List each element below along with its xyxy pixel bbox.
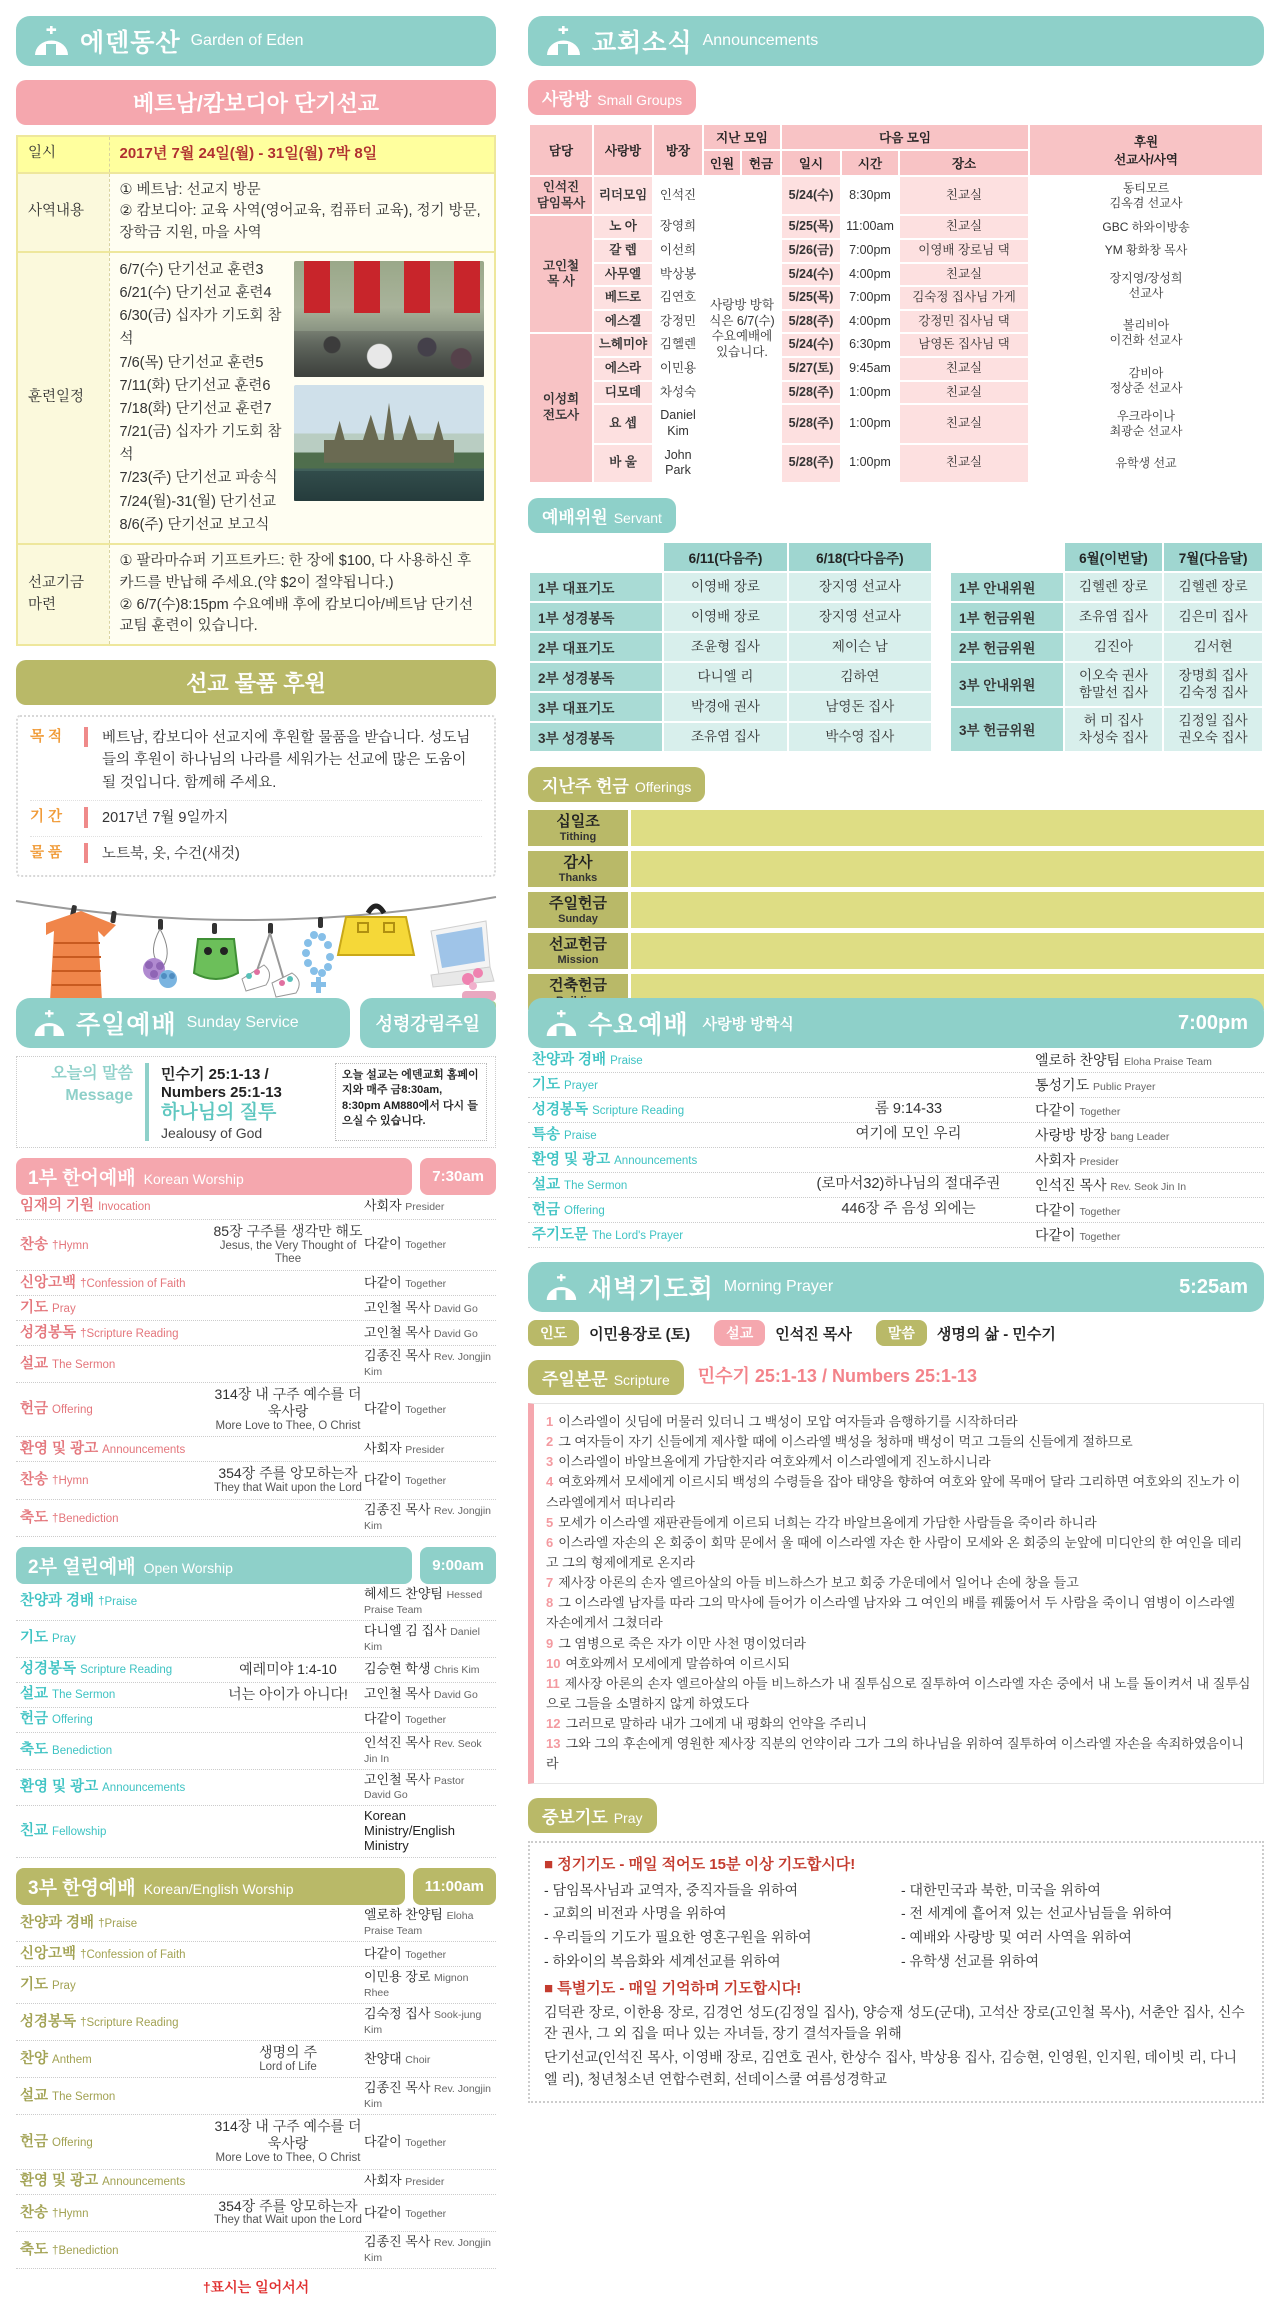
offering-row: 주일헌금 Sunday bbox=[528, 892, 1264, 928]
garden-header bbox=[16, 16, 496, 66]
special-prayer-lines: 김덕관 장로, 이한용 장로, 김경언 성도(김정일 집사), 양승재 성도(군대), 고석산 장로(고인철 목사), 서춘안 집사, 신수잔 권사, 그 외 집을 떠나 있는 자녀들, 장기 결석자들을 위해 단기선교(인석진 목사, 이영배 장로, 김연호 권사, 한상수 집사, 박상용 집사, 김승현, 인영원, 인지원, 데이빗 리, 다니엘 리), 청년청소년 연합수련회, 선데이스쿨 여름성경학교 bbox=[544, 2003, 1245, 2087]
worship-row: 헌금 Offering 314장 내 구주 예수를 더욱사랑 More Love to Thee, O Christ 다같이 Together bbox=[16, 1383, 496, 1437]
wednesday-rows bbox=[528, 1048, 1264, 1248]
sunday-subtitle: Sunday Service bbox=[186, 1014, 299, 1031]
special-prayer-title: ■ 특별기도 - 매일 기억하며 기도합시다! bbox=[544, 1979, 802, 1997]
message-passage: 민수기 25:1-13 / Numbers 25:1-13 bbox=[161, 1066, 282, 1101]
small-group-row: 에스라 이민용 5/27(토) 9:45am 친교실 감비아 정상준 선교사 bbox=[530, 358, 1262, 380]
small-groups-chip: 사랑방 Small Groups bbox=[528, 80, 696, 115]
sunday-header bbox=[16, 998, 350, 1048]
church-icon bbox=[544, 1274, 578, 1301]
sunday-service-section bbox=[16, 998, 496, 2296]
worship-row: 축도 Benediction 인석진 목사 Rev. Seok Jin In bbox=[16, 1733, 496, 1770]
worship-row: 임재의 기원 Invocation 사회자 Presider bbox=[16, 1195, 496, 1220]
worship-row: 축도 †Benediction 김종진 목사 Rev. Jongjin Kim bbox=[16, 2232, 496, 2269]
servant-row: 2부 헌금위원 김진아 김서현 bbox=[951, 633, 1262, 661]
worship-row: 찬송 †Hymn 354장 주를 앙모하는자 They that Wait upon the Lord 다같이 Together bbox=[16, 1462, 496, 1500]
church-icon bbox=[32, 26, 70, 56]
message-title-en: Jealousy of God bbox=[161, 1124, 263, 1141]
garden-subtitle: Garden of Eden bbox=[190, 32, 304, 49]
small-group-row: 사무엘 박상봉 5/24(수) 4:00pm 친교실 장지영/장성희 선교사 bbox=[530, 264, 1262, 286]
dawn-header bbox=[528, 1262, 1264, 1312]
small-groups-body bbox=[530, 177, 1262, 482]
goods-row: 목 적 베트남, 캄보디아 선교지에 후원할 물품을 받습니다. 성도님들의 후원이 하나님의 나라를 세워가는 선교에 많은 도움이 될 것입니다. 함께해 주세요. bbox=[30, 729, 471, 791]
offering-row: 십일조 Tithing bbox=[528, 810, 1264, 846]
dawn-sermon-chip: 설교 bbox=[714, 1320, 765, 1346]
dawn-subtitle: Morning Prayer bbox=[723, 1278, 834, 1295]
offering-amount-cell bbox=[631, 851, 1264, 887]
small-group-row: 갈 렙 이선희 5/26(금) 7:00pm 이영배 장로님 댁 YM 황화창 목사 bbox=[530, 240, 1262, 262]
announcements-section bbox=[528, 16, 1264, 998]
regular-prayer-left: - 담임목사님과 교역자, 중직자들을 위하여 - 교회의 비전과 사명을 위하여 - 우리들의 기도가 필요한 영혼구원을 위하여 - 하와이의 복음화와 세계선교를 위하여 bbox=[544, 1881, 812, 1969]
scripture-heading bbox=[528, 1346, 1264, 1403]
worship-row: 신앙고백 †Confession of Faith 다같이 Together bbox=[16, 1942, 496, 1967]
mission-table-body bbox=[17, 136, 495, 645]
small-groups-table bbox=[528, 123, 1264, 484]
worship-row: 성경봉독 †Scripture Reading 김숙정 집사 Sook-jung Kim bbox=[16, 2004, 496, 2041]
worship-row: 성경봉독 Scripture Reading 예레미야 1:4-10 김승현 학생 Chris Kim bbox=[16, 1658, 496, 1683]
small-group-row: 베드로 김연호 5/25(목) 7:00pm 김숙정 집사님 가게 bbox=[530, 287, 1262, 309]
wednesday-subtitle: 사랑방 방학식 bbox=[702, 1015, 794, 1033]
dawn-sermon: 인석진 목사 bbox=[775, 1325, 852, 1343]
dawn-lead-chip: 인도 bbox=[528, 1320, 579, 1346]
small-groups-note: 사랑방 방학식은 6/7(수) 수요예배에 있습니다. bbox=[704, 177, 780, 482]
worship-row: 특송 Praise 여기에 모인 우리 사랑방 방장 bang Leader bbox=[528, 1123, 1264, 1148]
wednesday-title: 수요예배 bbox=[588, 1011, 689, 1039]
worship-part: 2부 열린예배 Open Worship 9:00am 찬양과 경배 †Praise 헤세드 찬양팀 Hessed Praise Team 기도 Pray 다니엘 김 집사 Daniel Kim 성경봉독 Scripture Reading 예레미야 1:4-10 김승현 학생 Chris Kim 설교 The Sermon 너는 아이가 아니다! 고인철 목사 David Go 헌금 Offering 다같이 Together 축도 Benediction 인석진 목사 Rev. Seok Jin In 환영 및 광고 Announcements 고인철 목사 Pastor David Go 친교 Fellowship Korean Ministry/English Ministry bbox=[16, 1547, 496, 1858]
pray-box bbox=[528, 1841, 1264, 2103]
worship-row: 주기도문 The Lord's Prayer 다같이 Together bbox=[528, 1223, 1264, 1248]
worship-row: 환영 및 광고 Announcements 사회자 Presider bbox=[528, 1148, 1264, 1173]
small-group-row: 이성희 전도사 느헤미야 김헬렌 5/24(수) 6:30pm 남영돈 집사님 댁 bbox=[530, 334, 1262, 356]
church-icon bbox=[544, 1010, 578, 1037]
servant-row: 3부 대표기도 박경애 권사 남영돈 집사 bbox=[530, 693, 931, 721]
church-icon bbox=[32, 1010, 66, 1037]
worship-row: 성경봉독 Scripture Reading 롬 9:14-33 다같이 Together bbox=[528, 1098, 1264, 1123]
scripture-reference: 민수기 25:1-13 / Numbers 25:1-13 bbox=[697, 1365, 978, 1386]
dawn-title: 새벽기도회 bbox=[588, 1275, 714, 1303]
wednesday-time: 7:00pm bbox=[1177, 1011, 1248, 1034]
sunday-title: 주일예배 bbox=[76, 1011, 177, 1039]
worship-part: 1부 한어예배 Korean Worship 7:30am 임재의 기원 Invocation 사회자 Presider 찬송 †Hymn 85장 구주를 생각만 해도 Jesus, the Very Thought of Thee 다같이 Together 신앙고백 †Confession of Faith 다같이 Together 기도 Pray 고인철 목사 David Go 성경봉독 †Scripture Reading 고인철 목사 David Go 설교 The Sermon 김종진 목사 Rev. Jongjin Kim 헌금 Offering 314장 내 구주 예수를 더욱사랑 More Love to Thee, O Christ 다같이 Together 환영 및 광고 Announcements 사회자 Presider 찬송 †Hymn 354장 주를 앙모하는자 They that Wait upon the Lord 다같이 Together 축도 †Benediction 김종진 목사 Rev. Jongjin Kim bbox=[16, 1158, 496, 1537]
garden-title: 에덴동산 bbox=[80, 29, 181, 57]
worship-row: 환영 및 광고 Announcements 사회자 Presider bbox=[16, 2170, 496, 2195]
worship-row: 찬양 Anthem 생명의 주 Lord of Life 찬양대 Choir bbox=[16, 2041, 496, 2079]
scripture-verses: 1 이스라엘이 싯딤에 머물러 있더니 그 백성이 모압 여자들과 음행하기를 시작하더라 2 그 여자들이 자기 신들에게 제사할 때에 이스라엘 백성을 청하매 백성이 먹고 그들의 신들에게 절하므로 3 이스라엘이 바알브올에게 가담한지라 여호와께서 이스라엘에게 진노하시니라 4 여호와께서 모세에게 이르시되 백성의 수령들을 잡아 태양을 향하여 여호와 앞에 목매어 달라 그리하면 여호와의 진노가 이스라엘에게서 떠나리라 5 모세가 이스라엘 재판관들에게 이르되 너희는 각각 바알브올에게 가담한 사람들을 죽이라 하니라 6 이스라엘 자손의 온 회중이 회막 문에서 울 때에 이스라엘 자손 한 사람이 모세와 온 회중의 눈앞에 미디안의 한 여인을 데리고 그의 형제에게로 온지라 7 제사장 아론의 손자 엘르아살의 아들 비느하스가 보고 회중 가운데에서 일어나 손에 창을 들고 8 그 이스라엘 남자를 따라 그의 막사에 들어가 이스라엘 남자와 그 여인의 배를 꿰뚫어서 두 사람을 죽이니 염병이 이스라엘 자손에게서 그쳤더라 9 그 염병으로 죽은 자가 이만 사천 명이었더라 10 여호와께서 모세에게 말씀하여 이르시되 11 제사장 아론의 손자 엘르아살의 아들 비느하스가 내 질투심으로 질투하여 이스라엘 자손 중에서 내 노를 돌이켜서 내 질투심으로 그들을 소멸하지 않게 하였도다 12 그러므로 말하라 내가 그에게 내 평화의 언약을 주리니 13 그와 그의 후손에게 영원한 제사장 직분의 언약이라 그가 그의 하나님을 위하여 질투하여 이스라엘 자손을 속죄하였음이니라 bbox=[528, 1403, 1264, 1784]
offering-row: 선교헌금 Mission bbox=[528, 933, 1264, 969]
worship-row: 헌금 Offering 314장 내 구주 예수를 더욱사랑 More Love to Thee, O Christ 다같이 Together bbox=[16, 2115, 496, 2169]
message-main bbox=[145, 1063, 323, 1141]
stand-footnote: †표시는 일어서서 bbox=[202, 2279, 310, 2296]
regular-prayer-title: ■ 정기기도 - 매일 적어도 15분 이상 기도합시다! bbox=[544, 1855, 856, 1873]
dawn-time: 5:25am bbox=[1179, 1275, 1248, 1298]
photo-angkor-wat bbox=[294, 385, 484, 501]
servant-row: 1부 성경봉독 이영배 장로 장지영 선교사 bbox=[530, 603, 931, 631]
offering-row: 감사 Thanks bbox=[528, 851, 1264, 887]
dawn-lead: 이민용장로 (토) bbox=[589, 1325, 691, 1343]
offerings-chip: 지난주 헌금 Offerings bbox=[528, 767, 705, 802]
dawn-row bbox=[528, 1320, 1264, 1346]
rebroadcast-note: 오늘 설교는 에덴교회 홈페이지와 매주 금8:30am, 8:30pm AM880에서 다시 들으실 수 있습니다. bbox=[335, 1063, 487, 1141]
worship-part: 3부 한영예배 Korean/English Worship 11:00am 찬양과 경배 †Praise 엘로하 찬양팀 Eloha Praise Team 신앙고백 †Confession of Faith 다같이 Together 기도 Pray 이민용 장로 Mignon Rhee 성경봉독 †Scripture Reading 김숙정 집사 Sook-jung Kim 찬양 Anthem 생명의 주 Lord of Life 찬양대 Choir 설교 The Sermon 김종진 목사 Rev. Jongjin Kim 헌금 Offering 314장 내 구주 예수를 더욱사랑 More Love to Thee, O Christ 다같이 Together 환영 및 광고 Announcements 사회자 Presider 찬송 †Hymn 354장 주를 앙모하는자 They that Wait upon the Lord 다같이 Together 축도 †Benediction 김종진 목사 Rev. Jongjin Kim bbox=[16, 1868, 496, 2269]
servant-row: 3부 성경봉독 조유염 집사 박수영 집사 bbox=[530, 723, 931, 751]
dawn-word-chip: 말씀 bbox=[876, 1320, 927, 1346]
offering-row: 건축헌금 bbox=[528, 974, 1264, 1010]
worship-row: 환영 및 광고 Announcements 사회자 Presider bbox=[16, 1437, 496, 1462]
servant-chip: 예배위원 Servant bbox=[528, 498, 676, 533]
offerings-rows bbox=[528, 810, 1264, 1010]
worship-row: 찬양과 경배 Praise 엘로하 찬양팀 Eloha Praise Team bbox=[528, 1048, 1264, 1073]
servant-table-monthly: 6월(이번달) 7월(다음달) 1부 안내위원 김헬렌 장로 김헬렌 장로 1부 헌금위원 조유염 집사 김은미 집사 2부 헌금위원 김진아 김서현 3부 안내위원 이오숙 권사 함말선 집사 장명희 집사 김숙정 집사 3부 헌금위원 허 미 집사 차성숙 집사 김정일 집사 권오숙 집사 bbox=[949, 541, 1264, 753]
servant-row: 1부 헌금위원 조유염 집사 김은미 집사 bbox=[951, 603, 1262, 631]
right-bottom-section bbox=[528, 998, 1264, 2087]
worship-row: 신앙고백 †Confession of Faith 다같이 Together bbox=[16, 1271, 496, 1296]
announcements-subtitle: Announcements bbox=[702, 32, 819, 49]
garden-of-eden-section bbox=[16, 16, 496, 998]
message-label: 오늘의 말씀 Message bbox=[51, 1065, 133, 1104]
dawn-word: 생명의 삶 - 민수기 bbox=[936, 1325, 1056, 1343]
worship-row: 찬송 †Hymn 85장 구주를 생각만 해도 Jesus, the Very Thought of Thee 다같이 Together bbox=[16, 1220, 496, 1271]
announcements-header bbox=[528, 16, 1264, 66]
servant-row: 1부 안내위원 김헬렌 장로 김헬렌 장로 bbox=[951, 573, 1262, 601]
worship-row: 기도 Prayer 통성기도 Public Prayer bbox=[528, 1073, 1264, 1098]
worship-row: 설교 The Sermon 너는 아이가 아니다! 고인철 목사 David Go bbox=[16, 1683, 496, 1708]
church-icon bbox=[544, 26, 582, 56]
servant-row: 2부 성경봉독 다니엘 리 김하연 bbox=[530, 663, 931, 691]
mission-row-date: 일시 2017년 7월 24일(월) - 31일(월) 7박 8일 bbox=[17, 136, 495, 173]
servant-row: 3부 안내위원 이오숙 권사 함말선 집사 장명희 집사 김숙정 집사 bbox=[951, 663, 1262, 706]
servant-tables bbox=[528, 541, 1264, 753]
small-group-row: 고인철 목 사 노 아 장영희 5/25(목) 11:00am 친교실 GBC 하와이방송 bbox=[530, 216, 1262, 238]
sunday-services bbox=[16, 1158, 496, 2269]
small-group-row: 인석진 담임목사 리더모임 인석진 사랑방 방학식은 6/7(수) 수요예배에 있습니다. 5/24(수) 8:30pm 친교실 동티모르 김옥겸 선교사 bbox=[530, 177, 1262, 214]
worship-row: 헌금 Offering 446장 주 음성 외에는 다같이 Together bbox=[528, 1198, 1264, 1223]
worship-row: 기도 Pray 이민용 장로 Mignon Rhee bbox=[16, 1967, 496, 2004]
mission-row-work: 사역내용 ① 베트남: 선교지 방문 ② 캄보디아: 교육 사역(영어교육, 컴퓨터 교육), 정기 방문, 장학금 지원, 마을 사역 bbox=[17, 173, 495, 252]
goods-row: 기 간 2017년 7월 9일까지 bbox=[30, 800, 482, 835]
worship-row: 성경봉독 †Scripture Reading 고인철 목사 David Go bbox=[16, 1321, 496, 1346]
worship-row: 설교 The Sermon 김종진 목사 Rev. Jongjin Kim bbox=[16, 2078, 496, 2115]
scripture-chip: 주일본문 Scripture bbox=[528, 1360, 684, 1395]
goods-row: 물 품 노트북, 옷, 수건(새것) bbox=[30, 836, 482, 871]
worship-row: 설교 The Sermon (로마서32)하나님의 절대주권 인석진 목사 Rev. Seok Jin In bbox=[528, 1173, 1264, 1198]
servant-row: 1부 대표기도 이영배 장로 장지영 선교사 bbox=[530, 573, 931, 601]
worship-row: 헌금 Offering 다같이 Together bbox=[16, 1708, 496, 1733]
message-block bbox=[16, 1056, 496, 1148]
offering-amount-cell bbox=[631, 933, 1264, 969]
small-group-row: 요 셉 Daniel Kim 5/28(주) 1:00pm 친교실 우크라이나 최광순 선교사 bbox=[530, 405, 1262, 442]
offering-amount-cell bbox=[631, 810, 1264, 846]
small-group-row: 바 울 John Park 5/28(주) 1:00pm 친교실 유학생 선교 bbox=[530, 445, 1262, 482]
small-group-row: 디모데 차성숙 5/28(주) 1:00pm 친교실 bbox=[530, 382, 1262, 404]
mission-table bbox=[16, 135, 496, 646]
worship-row: 기도 Pray 고인철 목사 David Go bbox=[16, 1296, 496, 1321]
offering-amount-cell bbox=[631, 892, 1264, 928]
small-group-row: 에스겔 강정민 5/28(주) 4:00pm 강정민 집사님 댁 볼리비아 이건화 선교사 bbox=[530, 311, 1262, 333]
photo-vietnam-street bbox=[294, 261, 484, 377]
regular-prayer-list bbox=[544, 1878, 1248, 1975]
regular-prayer-right: - 대한민국과 북한, 미국을 위하여 - 전 세계에 흩어져 있는 선교사님들을 위하여 - 예배와 사랑방 및 여러 사역을 위하여 - 유학생 선교를 위하여 bbox=[901, 1881, 1173, 1969]
worship-row: 환영 및 광고 Announcements 고인철 목사 Pastor David Go bbox=[16, 1770, 496, 1807]
servant-row: 3부 헌금위원 허 미 집사 차성숙 집사 김정일 집사 권오숙 집사 bbox=[951, 708, 1262, 751]
worship-row: 축도 †Benediction 김종진 목사 Rev. Jongjin Kim bbox=[16, 1500, 496, 1537]
pray-chip: 중보기도 Pray bbox=[528, 1798, 657, 1833]
worship-row: 찬양과 경배 †Praise 헤세드 찬양팀 Hessed Praise Team bbox=[16, 1584, 496, 1621]
mission-title: 베트남/캄보디아 단기선교 bbox=[16, 80, 496, 125]
worship-row: 설교 The Sermon 김종진 목사 Rev. Jongjin Kim bbox=[16, 1346, 496, 1383]
message-title-ko: 하나님의 질투 bbox=[161, 1102, 277, 1123]
servant-row: 2부 대표기도 조윤형 집사 제이슨 남 bbox=[530, 633, 931, 661]
goods-title: 선교 물품 후원 bbox=[16, 660, 496, 705]
servant-table-weekly: 6/11(다음주) 6/18(다다음주) 1부 대표기도 이영배 장로 장지영 선교사 1부 성경봉독 이영배 장로 장지영 선교사 2부 대표기도 조윤형 집사 제이슨 남 2부 성경봉독 다니엘 리 김하연 3부 대표기도 박경애 권사 남영돈 집사 3부 성경봉독 조유염 집사 박수영 집사 bbox=[528, 541, 933, 753]
goods-box bbox=[16, 715, 496, 877]
liturgical-day-badge: 성령강림주일 bbox=[360, 998, 496, 1048]
announcements-title: 교회소식 bbox=[592, 29, 693, 57]
worship-row: 찬송 †Hymn 354장 주를 앙모하는자 They that Wait upon the Lord 다같이 Together bbox=[16, 2195, 496, 2233]
worship-row: 친교 Fellowship Korean Ministry/English Ministry bbox=[16, 1806, 496, 1858]
wednesday-header bbox=[528, 998, 1264, 1048]
worship-row: 찬양과 경배 †Praise 엘로하 찬양팀 Eloha Praise Team bbox=[16, 1905, 496, 1942]
small-groups-head: 담당 사랑방 방장 지난 모임 다음 모임 후원 선교사/사역 인원 헌금 일시 시간 장소 bbox=[530, 125, 1262, 175]
worship-row: 기도 Pray 다니엘 김 집사 Daniel Kim bbox=[16, 1621, 496, 1658]
mission-row-fund: 선교기금 마련 ① 팔라마슈퍼 기프트카드: 한 장에 $100, 다 사용하신 후 카드를 반납해 주세요.(약 $2이 절약됩니다.) ② 6/7(수)8:15pm 수요예배 후에 캄보디아/베트남 단기선교팀 훈련이 있습니다. bbox=[17, 544, 495, 645]
mission-row-schedule: 훈련일정 6/7(수) 단기선교 훈련3 6/21(수) 단기선교 훈련4 6/30(금) 십자가 기도회 참석 7/6(목) 단기선교 훈련5 7/11(화) 단기선교 훈련6 7/18(화) 단기선교 훈련7 7/21(금) 십자가 기도회 참석 7/23(주) 단기선교 파송식 7/24(월)-31(월) 단기선교 8/6(주) 단기선교 보고식 bbox=[17, 252, 495, 544]
